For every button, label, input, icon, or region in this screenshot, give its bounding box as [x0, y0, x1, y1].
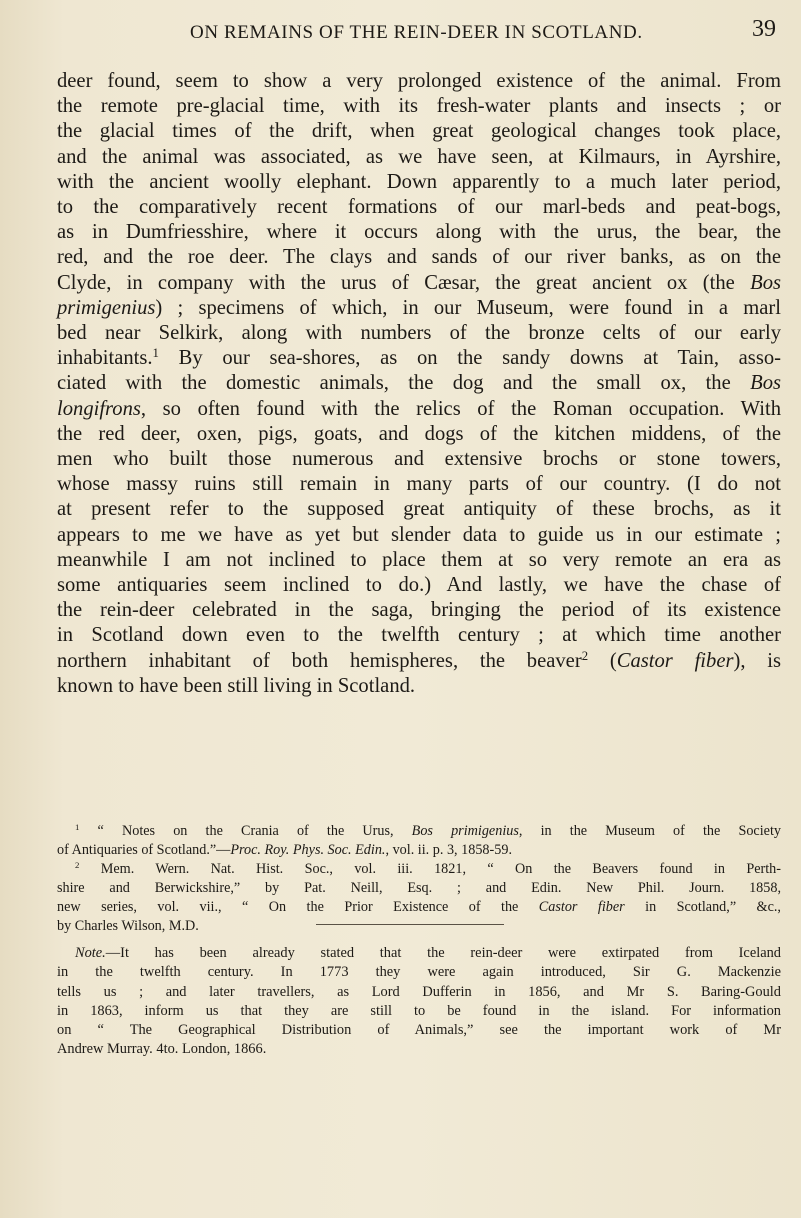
body-line: and the animal was associated, as we have seen, at Kilmaurs, in Ayrshire,: [57, 145, 781, 168]
body-line: the glacial times of the drift, when great geological changes took place,: [57, 120, 781, 143]
footnote-line: new series, vol. vii., “ On the Prior Existence of the Castor fiber in Scotland,” &c.,: [57, 899, 781, 915]
footnote-line: $^1$ “ Notes on the Crania of the Urus, Bos primigenius, in the Museum of the Society: [75, 822, 781, 839]
note-line: Andrew Murray. 4to. London, 1866.: [57, 1041, 267, 1058]
footnote-ref: 1: [152, 346, 159, 361]
body-line: ciated with the domestic animals, the dog and the small ox, the Bos: [57, 372, 781, 395]
footnote-ref: 2: [581, 648, 589, 663]
body-line: men who built those numerous and extensive brochs or stone towers,: [57, 448, 781, 471]
note-line: in 1863, inform us that they are still to be found in the island. For information: [57, 1002, 781, 1019]
body-line: whose massy ruins still remain in many parts of our country. (I do not: [57, 473, 781, 496]
footnotes: [57, 822, 781, 936]
footnote-marker: 1: [75, 822, 80, 833]
running-head: [0, 16, 801, 46]
species-name: primigenius: [57, 296, 156, 319]
body-line: to the comparatively recent formations of our marl-beds and peat-bogs,: [57, 196, 781, 219]
species-name: Castor fiber: [616, 649, 734, 672]
body-line: appears to me we have as yet but slender data to guide us in our estimate ;: [57, 523, 781, 546]
body-line: northern inhabitant of both hemispheres, the beaver$^2$ (Castor fiber), is: [57, 648, 782, 672]
body-line: the rein-deer celebrated in the saga, bringing the period of its existence: [57, 599, 781, 622]
footnote-line: $^2$ Mem. Wern. Nat. Hist. Soc., vol. iii. 1821, “ On the Beavers found in Perth-: [75, 860, 781, 877]
footnote-line: of Antiquaries of Scotland.”—Proc. Roy. Phys. Soc. Edin., vol. ii. p. 3, 1858-59.: [57, 842, 512, 858]
species-name: longifrons: [57, 397, 141, 420]
running-head-title: ON REMAINS OF THE REIN-DEER IN SCOTLAND.: [190, 22, 643, 43]
footnote-marker: 2: [75, 860, 80, 871]
body-line: primigenius) ; specimens of which, in our Museum, were found in a marl: [57, 296, 781, 319]
note-line: in the twelfth century. In 1773 they were again introduced, Sir G. Mackenzie: [57, 964, 781, 981]
footnote-line: by Charles Wilson, M.D.: [57, 918, 199, 934]
body-line: some antiquaries seem inclined to do.) And lastly, we have the chase of: [57, 574, 781, 597]
body-line: the remote pre-glacial time, with its fresh-water plants and insects ; or: [57, 95, 781, 118]
body-line: known to have been still living in Scotland.: [57, 674, 416, 697]
footnote-line: shire and Berwickshire,” by Pat. Neill, Esq. ; and Edin. New Phil. Journ. 1858,: [57, 880, 781, 896]
body-line: the red deer, oxen, pigs, goats, and dogs of the kitchen middens, of the: [57, 422, 781, 445]
separator-rule: [316, 924, 504, 925]
species-name: Bos: [750, 372, 781, 395]
body-line: deer found, seem to show a very prolonged existence of the animal. From: [57, 70, 781, 92]
note-line: Note.—It has been already stated that the rein-deer were extirpated from Iceland: [75, 945, 781, 961]
body-line: Clyde, in company with the urus of Cæsar, the great ancient ox (the Bos: [57, 271, 782, 294]
body-line: at present refer to the supposed great antiquity of these brochs, as it: [57, 498, 781, 521]
note-line: tells us ; and later travellers, as Lord Dufferin in 1856, and Mr S. Baring-Gould: [57, 983, 781, 1000]
body-line: bed near Selkirk, along with numbers of the bronze celts of our early: [57, 322, 781, 345]
note-label: Note.: [75, 945, 106, 961]
page-number: 39: [752, 16, 776, 42]
species-name: Bos: [750, 271, 782, 294]
body-line: as in Dumfriesshire, where it occurs along with the urus, the bear, the: [57, 221, 781, 244]
body-line: inhabitants.$^1$ By our sea-shores, as on the sandy downs at Tain, asso-: [57, 346, 781, 370]
body-line: in Scotland down even to the twelfth century ; at which time another: [57, 624, 781, 647]
body-line: meanwhile I am not inclined to place them at so very remote an era as: [57, 548, 781, 571]
note-block: [57, 944, 781, 1060]
main-paragraph: [57, 69, 781, 699]
note-line: on “ The Geographical Distribution of Animals,” see the important work of Mr: [57, 1022, 781, 1039]
body-line: with the ancient woolly elephant. Down apparently to a much later period,: [57, 170, 781, 193]
body-line: longifrons, so often found with the relics of the Roman occupation. With: [57, 397, 781, 420]
body-line: red, and the roe deer. The clays and sands of our river banks, as on the: [57, 246, 781, 269]
